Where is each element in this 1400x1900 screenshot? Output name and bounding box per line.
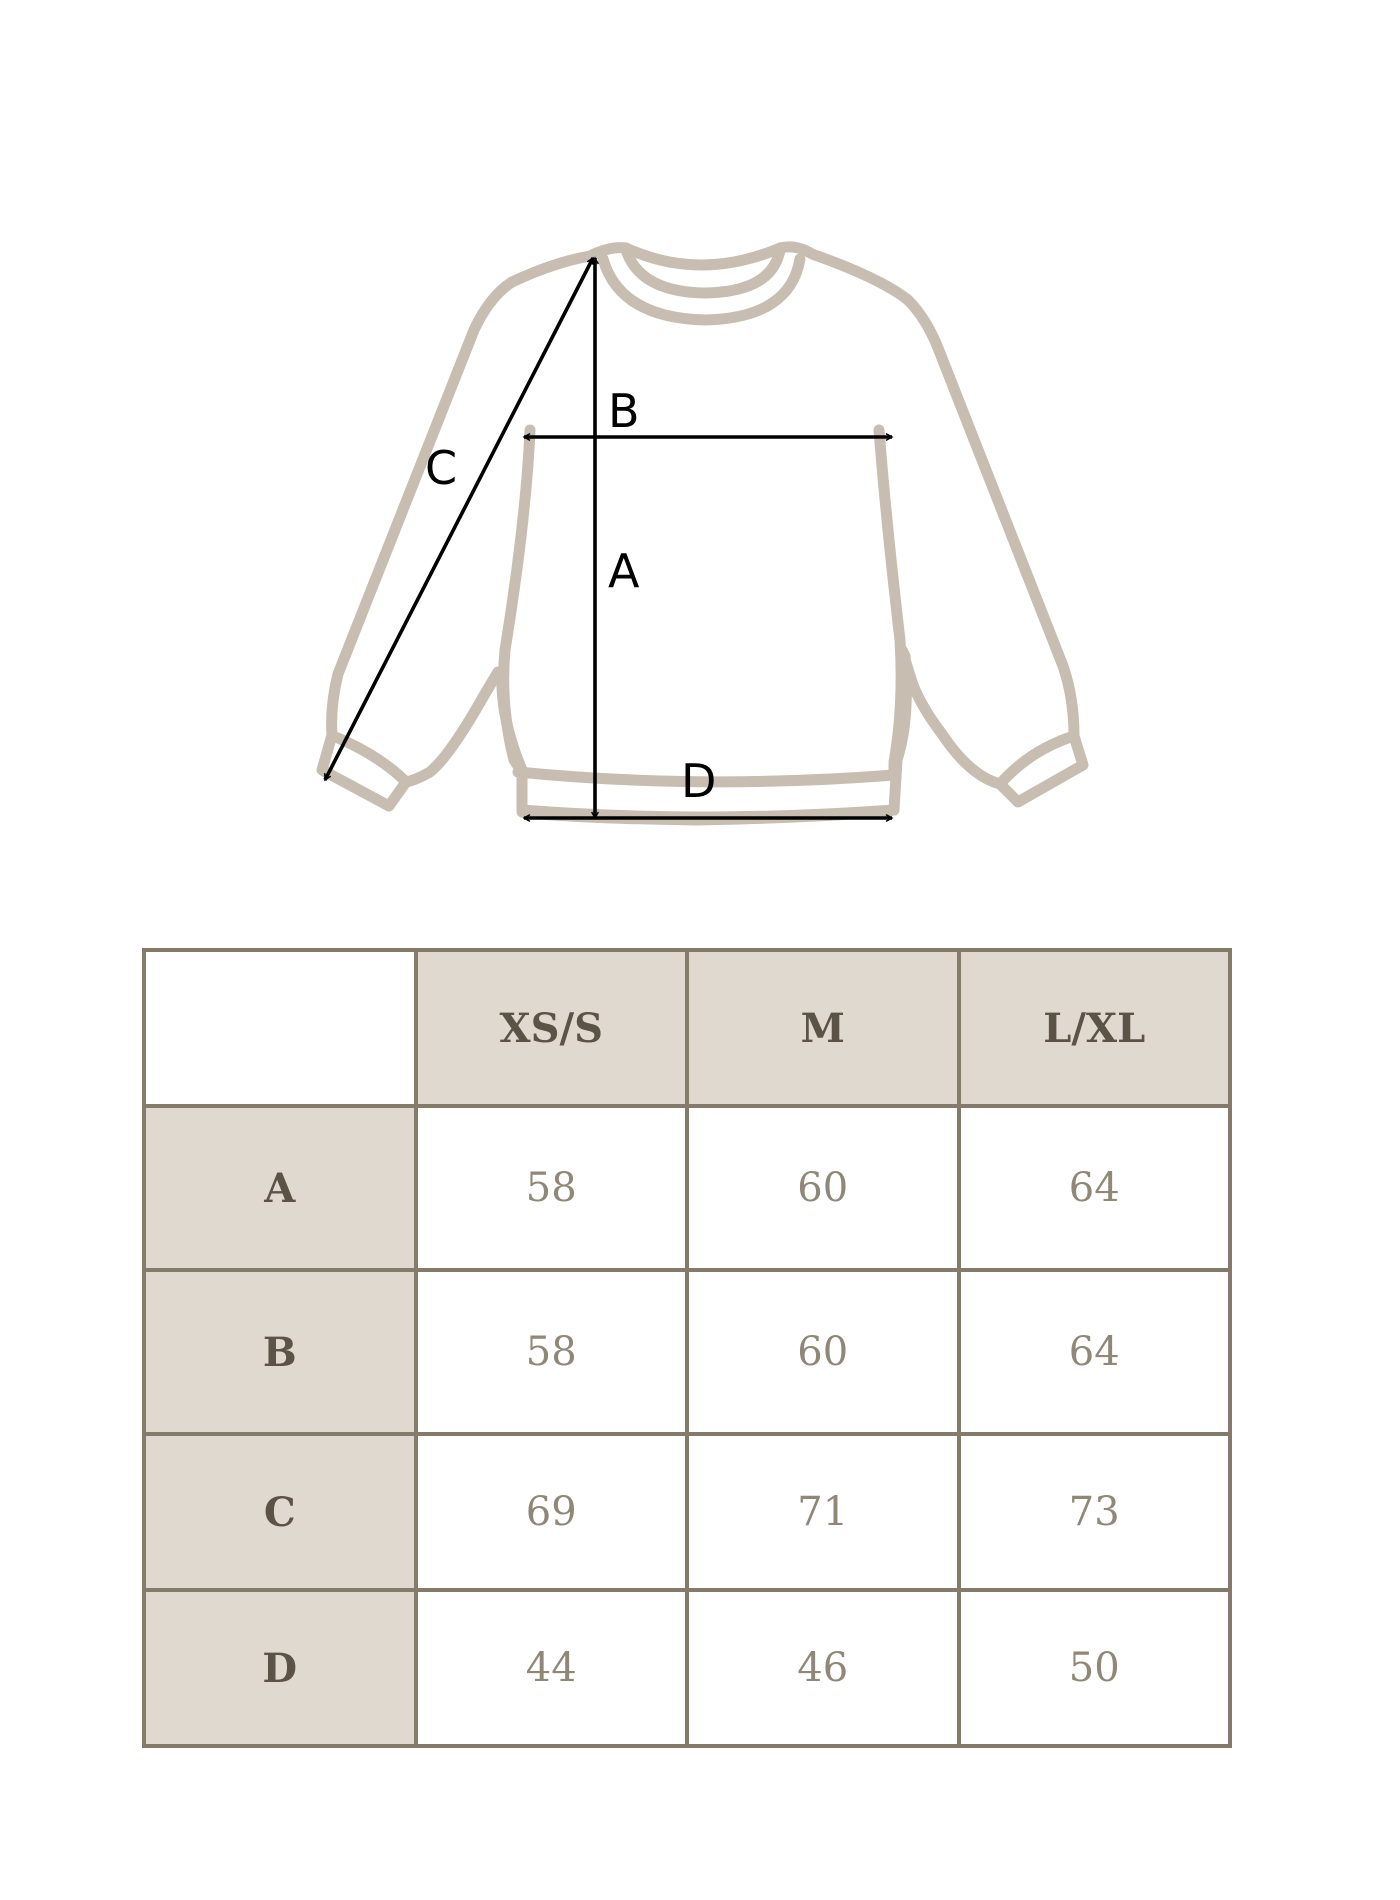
- label-d: D: [681, 754, 717, 808]
- row-label-b: B: [144, 1270, 416, 1434]
- value-cell: 46: [687, 1590, 959, 1746]
- value-cell: 58: [416, 1270, 688, 1434]
- measurement-arrows: [325, 258, 892, 818]
- size-chart-table: [142, 948, 1232, 1748]
- value-cell: 64: [959, 1270, 1231, 1434]
- row-label-a: A: [144, 1106, 416, 1270]
- value-cell: 71: [687, 1434, 959, 1590]
- value-cell: 60: [687, 1270, 959, 1434]
- value-cell: 73: [959, 1434, 1231, 1590]
- table-row: [144, 1434, 1230, 1590]
- table-row: [144, 1590, 1230, 1746]
- size-header-m: M: [687, 950, 959, 1106]
- size-header-xs-s: XS/S: [416, 950, 688, 1106]
- sweater-measurement-illustration: [0, 0, 1400, 900]
- size-header-l-xl: L/XL: [959, 950, 1231, 1106]
- value-cell: 44: [416, 1590, 688, 1746]
- sweater-diagram: [0, 0, 1400, 900]
- value-cell: 69: [416, 1434, 688, 1590]
- label-b: B: [608, 384, 640, 438]
- sweater-outline: [322, 247, 1083, 820]
- measure-arrow-c: [325, 258, 593, 780]
- label-c: C: [425, 441, 458, 495]
- table-row: [144, 1106, 1230, 1270]
- table-corner-cell: [144, 950, 416, 1106]
- table-header-row: [144, 950, 1230, 1106]
- value-cell: 50: [959, 1590, 1231, 1746]
- label-a: A: [608, 544, 640, 598]
- value-cell: 58: [416, 1106, 688, 1270]
- table-row: [144, 1270, 1230, 1434]
- row-label-c: C: [144, 1434, 416, 1590]
- value-cell: 64: [959, 1106, 1231, 1270]
- value-cell: 60: [687, 1106, 959, 1270]
- row-label-d: D: [144, 1590, 416, 1746]
